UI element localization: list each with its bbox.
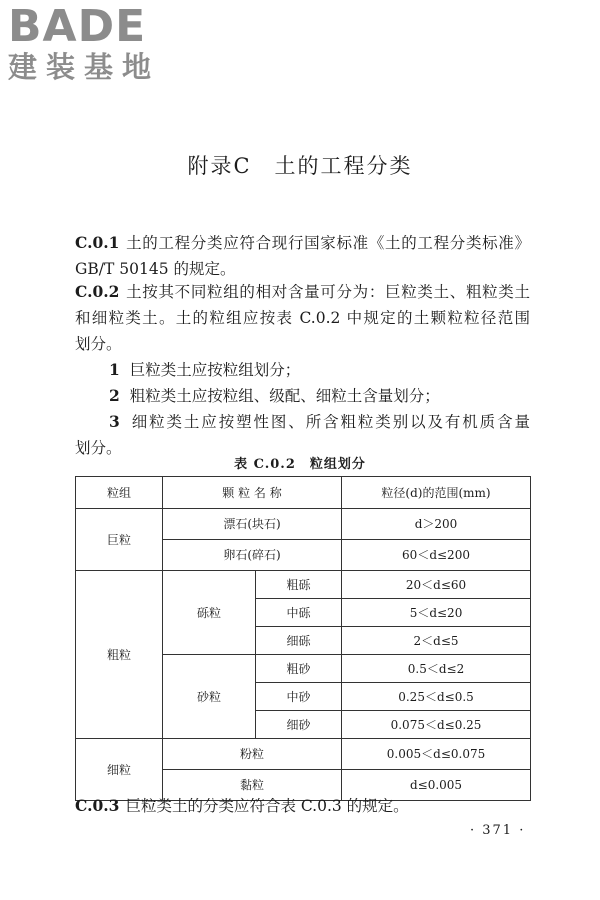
logo-text: BADE [8,1,147,52]
group-cell: 粗粒 [76,571,163,739]
clause-c01-line1 [75,230,530,256]
clause-c01-line2: GB/T 50145 的规定。 [75,260,236,278]
list-item: 3 细粒类土应按塑性图、所含粗粒类别以及有机质含量 [109,412,530,431]
clause-label: C.0.3 [75,796,120,815]
clause-c02-line3: 划分。 [75,335,122,353]
range-cell: d＞200 [342,509,531,540]
clause-c02-line2: 和细粒类土。土的粒组应按表 C.0.2 中规定的土颗粒粒径范围 [75,309,530,327]
name-cell: 漂石(块石) [163,509,342,540]
name-cell: 粗砾 [256,571,342,599]
group-cell: 巨粒 [76,509,163,571]
name-cell: 细砂 [256,711,342,739]
clause-label: C.0.2 [75,282,120,301]
page-title: 附录C 土的工程分类 [187,154,413,178]
range-cell: 0.005＜d≤0.075 [342,739,531,770]
clause-label: C.0.1 [75,233,120,252]
name-cell: 粗砂 [256,655,342,683]
range-cell: 0.25＜d≤0.5 [342,683,531,711]
clause-c02 [75,279,530,461]
range-cell: 0.075＜d≤0.25 [342,711,531,739]
clause-c03 [75,793,530,819]
range-cell: 2＜d≤5 [342,627,531,655]
list-item: 2 粗粒类土应按粒组、级配、细粒土含量划分； [109,386,440,405]
name-cell: 粉粒 [163,739,342,770]
clause-text: 巨粒类土的分类应符合表 C.0.3 的规定。 [125,797,409,815]
logo-subtitle: 建装基地 [8,50,161,84]
watermark-logo [8,1,178,84]
name-cell: 细砾 [256,627,342,655]
page-number: · 371 · [470,823,526,838]
range-cell: d≤0.005 [342,770,531,801]
clause-c01 [75,230,530,282]
grain-size-table [75,476,531,801]
list-item: 1 巨粒类土应按粒组划分； [109,360,301,379]
table-number: 表 C.0.2 [234,457,296,472]
clause-text: 土按其不同粒组的相对含量可分为：巨粒类土、粗粒类土 [125,283,530,301]
table-row [76,509,531,540]
table-header-row [76,477,531,509]
name-cell: 中砂 [256,683,342,711]
name-cell: 黏粒 [163,770,342,801]
range-cell: 60＜d≤200 [342,540,531,571]
range-cell: 5＜d≤20 [342,599,531,627]
table-title: 粒组划分 [309,457,366,472]
subgroup-cell: 砂粒 [163,655,256,739]
table-row [76,739,531,770]
name-cell: 中砾 [256,599,342,627]
header-group: 粒组 [76,477,163,509]
header-range: 粒径(d)的范围(mm) [342,477,531,509]
clause-text: 土的工程分类应符合现行国家标准《土的工程分类标准》 [125,234,530,252]
subgroup-cell: 砾粒 [163,571,256,655]
table-caption [0,453,600,472]
group-cell: 细粒 [76,739,163,801]
range-cell: 0.5＜d≤2 [342,655,531,683]
range-cell: 20＜d≤60 [342,571,531,599]
clause-c02-line1 [75,279,530,305]
header-name: 颗 粒 名 称 [163,477,342,509]
list-item-continuation: 划分。 [75,439,122,457]
name-cell: 卵石(碎石) [163,540,342,571]
table-row [76,571,531,599]
